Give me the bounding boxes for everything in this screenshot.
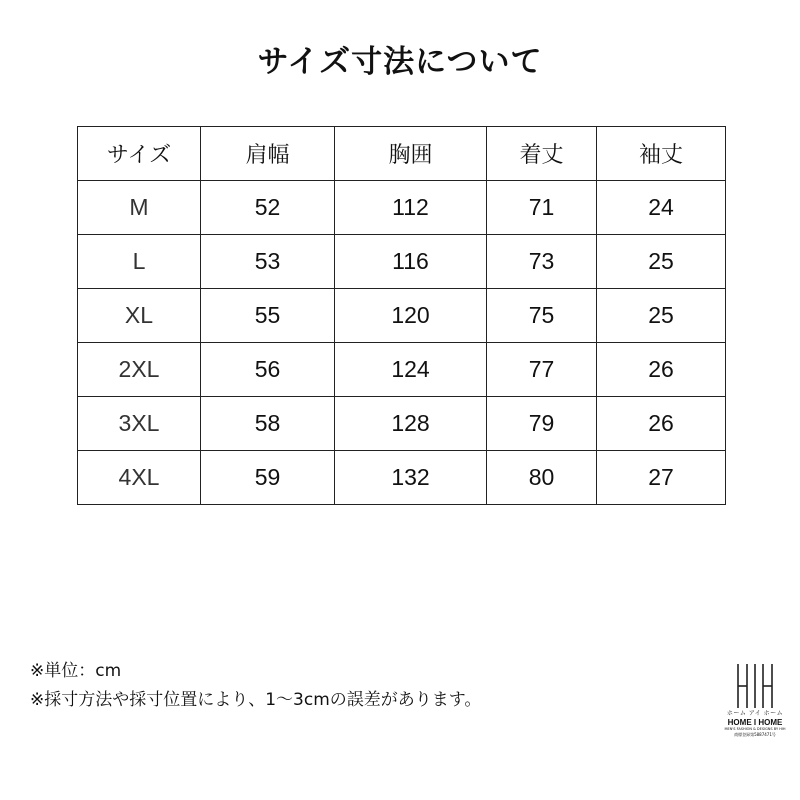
sleeve-length-cell: 27 <box>597 451 726 505</box>
logo-tagline: MEN'S FASHION & DESIGNS BY HIH <box>724 727 786 731</box>
size-table <box>77 126 726 505</box>
shoulder-width-cell: 53 <box>201 235 335 289</box>
sleeve-length-cell: 26 <box>597 397 726 451</box>
shoulder-width-cell: 58 <box>201 397 335 451</box>
shoulder-width-cell: 55 <box>201 289 335 343</box>
header-shoulder-width: 肩幅 <box>201 127 335 181</box>
chest-cell: 132 <box>335 451 487 505</box>
tolerance-note: ※採寸方法や採寸位置により、1～3cmの誤差があります。 <box>30 690 482 710</box>
length-cell: 75 <box>487 289 597 343</box>
shoulder-width-cell: 59 <box>201 451 335 505</box>
shoulder-width-cell: 52 <box>201 181 335 235</box>
chest-cell: 112 <box>335 181 487 235</box>
shoulder-width-cell: 56 <box>201 343 335 397</box>
hih-logo-mark <box>734 662 776 710</box>
footnotes <box>30 657 481 715</box>
table-row <box>78 397 726 451</box>
size-cell: XL <box>78 289 201 343</box>
table-row <box>78 343 726 397</box>
chest-cell: 120 <box>335 289 487 343</box>
sleeve-length-cell: 25 <box>597 235 726 289</box>
header-size: サイズ <box>78 127 201 181</box>
chest-cell: 116 <box>335 235 487 289</box>
size-cell: 4XL <box>78 451 201 505</box>
logo-kana: ホーム アイ ホーム <box>726 710 784 717</box>
page-title: サイズ寸法について <box>257 44 543 80</box>
table-header-row <box>78 127 726 181</box>
logo-brand-name: HOME I HOME <box>727 718 783 727</box>
header-length: 着丈 <box>487 127 597 181</box>
chest-cell: 128 <box>335 397 487 451</box>
size-cell: 2XL <box>78 343 201 397</box>
table-row <box>78 181 726 235</box>
length-cell: 79 <box>487 397 597 451</box>
table-row <box>78 451 726 505</box>
header-chest: 胸囲 <box>335 127 487 181</box>
length-cell: 73 <box>487 235 597 289</box>
sleeve-length-cell: 25 <box>597 289 726 343</box>
size-cell: L <box>78 235 201 289</box>
size-cell: M <box>78 181 201 235</box>
length-cell: 77 <box>487 343 597 397</box>
length-cell: 80 <box>487 451 597 505</box>
sleeve-length-cell: 24 <box>597 181 726 235</box>
chest-cell: 124 <box>335 343 487 397</box>
brand-logo <box>722 662 788 738</box>
length-cell: 71 <box>487 181 597 235</box>
table-row <box>78 289 726 343</box>
size-cell: 3XL <box>78 397 201 451</box>
sleeve-length-cell: 26 <box>597 343 726 397</box>
logo-registration: 商標登録第5887471号 <box>734 732 776 737</box>
header-sleeve-length: 袖丈 <box>597 127 726 181</box>
table-row <box>78 235 726 289</box>
unit-note: ※単位：cm <box>30 661 122 681</box>
